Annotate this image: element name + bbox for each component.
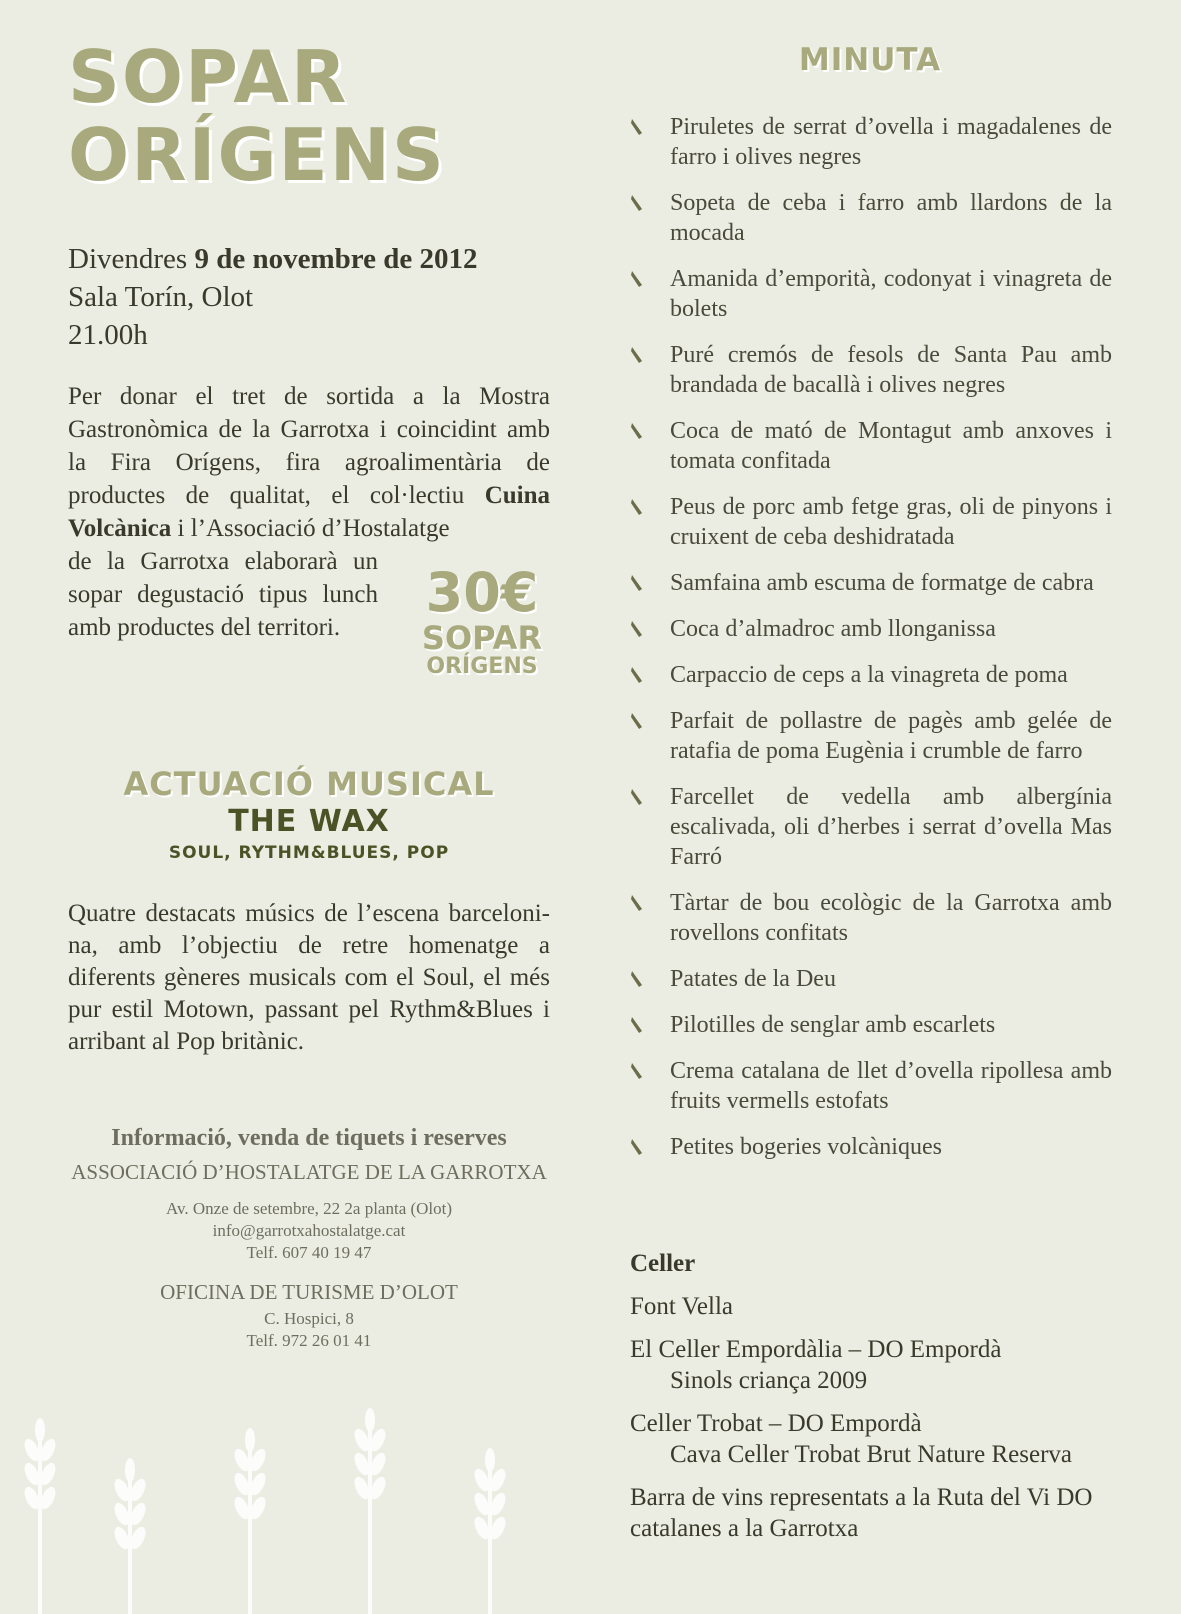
menu-item [630,1056,1112,1116]
title-line-2: ORÍGENS [68,113,446,197]
leaf-bullet-icon [630,422,644,440]
menu-item-label: Coca d’almadroc amb llonganissa [670,616,996,642]
event-details [68,240,548,354]
event-date [68,240,548,278]
menu-item-label: Peus de porc amb fetge gras, oli de pinyons i cruixent de ceba deshidratada [670,494,1112,550]
music-header [68,765,550,865]
band-genres: SOUL, RYTHM&BLUES, POP [168,843,450,863]
cellar-wine-4: Barra de vins representats a la Ruta del Vi DO catalanes a la Garrotxa [630,1484,1093,1542]
menu-item [630,340,1112,400]
menu-item-label: Samfaina amb escuma de formatge de cabra [670,570,1094,596]
cellar-wine-2-sub: Sinols criança 2009 [670,1367,868,1394]
menu-item-label: Pilotilles de senglar amb escarlets [670,1012,996,1038]
leaf-bullet-icon [630,1062,644,1080]
cellar-wine-3-sub: Cava Celler Trobat Brut Nature Reserva [670,1441,1072,1468]
org-hostalatge-phone: Telf. 607 40 19 47 [246,1243,372,1262]
price-label-2: ORÍGENS [426,654,538,679]
intro-bold: Cuina Volcànica [68,482,550,542]
intro-text-1: Per donar el tret de sortida a la Mostra Gastronòmica de la Garrotxa i coincidint amb la Fira Orígens, fira agroalimentària de productes de qualitat, el col·lectiu [68,383,550,509]
menu-item-label: Puré cremós de fesols de Santa Pau amb brandada de bacallà i olives negres [670,342,1112,398]
intro-text-3: de la Garrotxa elaborarà un sopar degustació tipus lunch amb productes del territori. [68,548,378,641]
cellar-wine-1: Font Vella [630,1293,734,1320]
music-heading: ACTUACIÓ MUSICAL [123,765,495,803]
title-line-1: SOPAR [68,35,349,119]
org-turisme: OFICINA DE TURISME D’OLOT [160,1280,458,1304]
menu-item-label: Carpaccio de ceps a la vinagreta de poma [670,662,1068,688]
leaf-bullet-icon [630,1138,644,1156]
leaf-bullet-icon [630,194,644,212]
wheat-decoration [0,1400,600,1614]
leaf-bullet-icon [630,118,644,136]
leaf-bullet-icon [630,666,644,684]
intro-text-2: i l’Associació d’Hostalatge [171,515,450,542]
menu-item [630,264,1112,324]
menu-item-label: Farcellet de vedella amb albergínia escalivada, oli d’herbes i serrat d’ovella Mas Farró [670,784,1112,870]
cellar-heading: Celler [630,1250,696,1277]
menu-item-label: Petites bogeries volcàniques [670,1134,942,1160]
leaf-bullet-icon [630,346,644,364]
menu-item-label: Sopeta de ceba i farro amb llardons de la mocada [670,190,1112,246]
leaf-bullet-icon [630,270,644,288]
price-badge [402,561,562,679]
price-amount: 30€ [425,561,539,624]
org-hostalatge-address: Av. Onze de setembre, 22 2a planta (Olot) [165,1199,453,1218]
menu-item [630,782,1112,872]
leaf-bullet-icon [630,574,644,592]
menu-item [630,112,1112,172]
date-value: 9 de novembre de 2012 [194,243,478,275]
menu-item [630,964,1112,994]
menu-title: MINUTA [798,42,942,78]
cellar-section [630,1248,1130,1556]
org-hostalatge: ASSOCIACIÓ D’HOSTALATGE DE LA GARROTXA [71,1160,547,1184]
menu-item [630,706,1112,766]
menu-list [630,112,1112,1178]
menu-item [630,888,1112,948]
cellar-wine-3: Celler Trobat – DO Empordà [630,1410,922,1437]
menu-item-label: Patates de la Deu [670,966,836,992]
leaf-bullet-icon [630,970,644,988]
menu-item [630,1132,1112,1162]
menu-item-label: Tàrtar de bou ecològic de la Garrotxa amb rovellons confitats [670,890,1112,946]
org-hostalatge-email: info@garrotxahostalatge.cat [212,1221,406,1240]
leaf-bullet-icon [630,788,644,806]
cellar-wine-2: El Celler Empordàlia – DO Empordà [630,1336,1002,1363]
leaf-bullet-icon [630,620,644,638]
leaf-bullet-icon [630,712,644,730]
price-label-1: SOPAR [421,619,543,657]
band-name: THE WAX [228,804,390,839]
menu-item [630,416,1112,476]
leaf-bullet-icon [630,1016,644,1034]
menu-item-label: Coca de mató de Montagut amb anxoves i tomata confitada [670,418,1112,474]
music-description: Quatre destacats músics de l’escena barceloni-na, amb l’objectiu de retre homenatge a diferents gèneres musicals com el Soul, el més pur estil Motown, passant pel Rythm&Blues i arribant al Pop britànic. [68,900,550,1055]
menu-item [630,492,1112,552]
menu-item [630,188,1112,248]
info-heading: Informació, venda de tiquets i reserves [111,1125,507,1151]
info-block [68,1122,550,1352]
menu-item-label: Parfait de pollastre de pagès amb gelée de ratafia de poma Eugènia i crumble de farro [670,708,1112,764]
org-turisme-address: C. Hospici, 8 [264,1309,354,1328]
org-turisme-phone: Telf. 972 26 01 41 [246,1331,372,1350]
date-prefix: Divendres [68,243,195,275]
event-venue: Sala Torín, Olot [68,281,254,313]
menu-item [630,614,1112,644]
leaf-bullet-icon [630,894,644,912]
leaf-bullet-icon [630,498,644,516]
menu-item-label: Crema catalana de llet d’ovella ripollesa amb fruits vermells estofats [670,1058,1112,1114]
event-time: 21.00h [68,319,148,351]
menu-item [630,660,1112,690]
menu-item [630,1010,1112,1040]
menu-item-label: Amanida d’emporità, codonyat i vinagreta de bolets [670,266,1112,322]
menu-item [630,568,1112,598]
menu-item-label: Piruletes de serrat d’ovella i magadalenes de farro i olives negres [670,114,1112,170]
event-title [68,35,508,197]
